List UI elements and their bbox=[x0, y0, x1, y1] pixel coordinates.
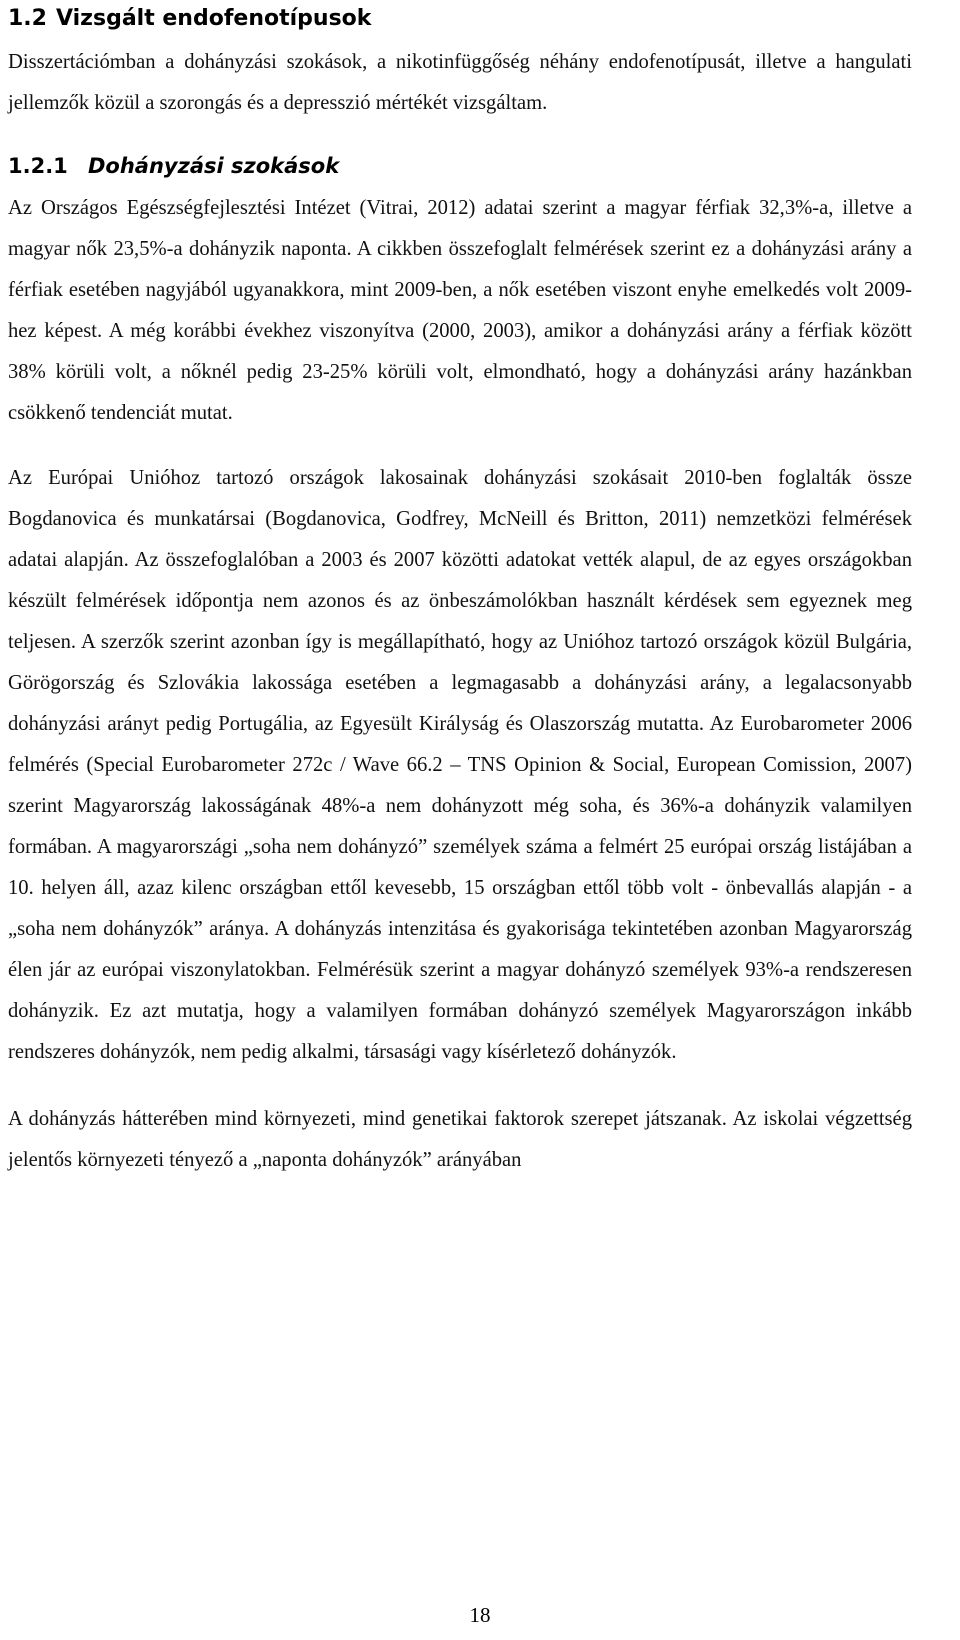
section-heading bbox=[8, 0, 912, 42]
body-paragraph-2: Az Európai Unióhoz tartozó országok lakosainak dohányzási szokásait 2010-ben foglalták össze Bogdanovica és munkatársai (Bogdanovica, Godfrey, McNeill és Britton, 2011) nemzetközi felmérések adatai alapján. Az összefoglalóban a 2003 és 2007 közötti adatokat vették alapul, de az egyes országokban készült felmérések időpontja nem azonos és az önbeszámolókban használt kérdések sem egyeznek meg teljesen. A szerzők szerint azonban így is megállapítható, hogy az Unióhoz tartozó országok közül Bulgária, Görögország és Szlovákia lakossága esetében a legmagasabb a dohányzási arány, a legalacsonyabb dohányzási arányt pedig Portugália, az Egyesült Királyság és Olaszország mutatta. Az Eurobarometer 2006 felmérés (Special Eurobarometer 272c / Wave 66.2 – TNS Opinion & Social, European Comission, 2007) szerint Magyarország lakosságának 48%-a nem dohányzott még soha, és 36%-a dohányzik valamilyen formában. A magyarországi „soha nem dohányzó” személyek száma a felmért 25 európai ország listájában a 10. helyen áll, azaz kilenc országban ettől kevesebb, 15 országban ettől több volt - önbevallás alapján - a „soha nem dohányzók” aránya. A dohányzás intenzitása és gyakorisága tekintetében azonban Magyarország élen jár az európai viszonylatokban. Felmérésük szerint a magyar dohányzó személyek 93%-a rendszeresen dohányzik. Ez azt mutatja, hogy a valamilyen formában dohányzó személyek Magyarországon inkább rendszeres dohányzók, nem pedig alkalmi, társasági vagy kísérletező dohányzók. bbox=[8, 467, 912, 1063]
subsection-title: Dohányzási szokások bbox=[88, 154, 340, 178]
section-title: Vizsgált endofenotípusok bbox=[56, 6, 372, 31]
intro-paragraph: Disszertációmban a dohányzási szokások, a nikotinfüggőség néhány endofenotípusát, illetve a hangulati jellemzők közül a szorongás és a depresszió mértékét vizsgáltam. bbox=[8, 51, 912, 114]
body-paragraph-1: Az Országos Egészségfejlesztési Intézet (Vitrai, 2012) adatai szerint a magyar férfiak 32,3%-a, illetve a magyar nők 23,5%-a dohányzik naponta. A cikkben összefoglalt felmérések szerint ez a dohányzási arány a férfiak esetében nagyjából ugyanakkora, mint 2009-ben, a nők esetében viszont enyhe emelkedés volt 2009-hez képest. A még korábbi évekhez viszonyítva (2000, 2003), amikor a dohányzási arány a férfiak között 38% körüli volt, a nőknél pedig 23-25% körüli volt, elmondható, hogy a dohányzási arány hazánkban csökkenő tendenciát mutat. bbox=[8, 197, 912, 424]
document-page bbox=[8, 0, 912, 1181]
subsection-heading bbox=[8, 144, 912, 188]
subsection-number: 1.2.1 bbox=[8, 154, 68, 178]
body-paragraph-3: A dohányzás hátterében mind környezeti, mind genetikai faktorok szerepet játszanak. Az iskolai végzettség jelentős környezeti tényező a „naponta dohányzók” arányában bbox=[8, 1108, 912, 1171]
page-number: 18 bbox=[469, 1603, 491, 1627]
section-number: 1.2 bbox=[8, 6, 47, 31]
